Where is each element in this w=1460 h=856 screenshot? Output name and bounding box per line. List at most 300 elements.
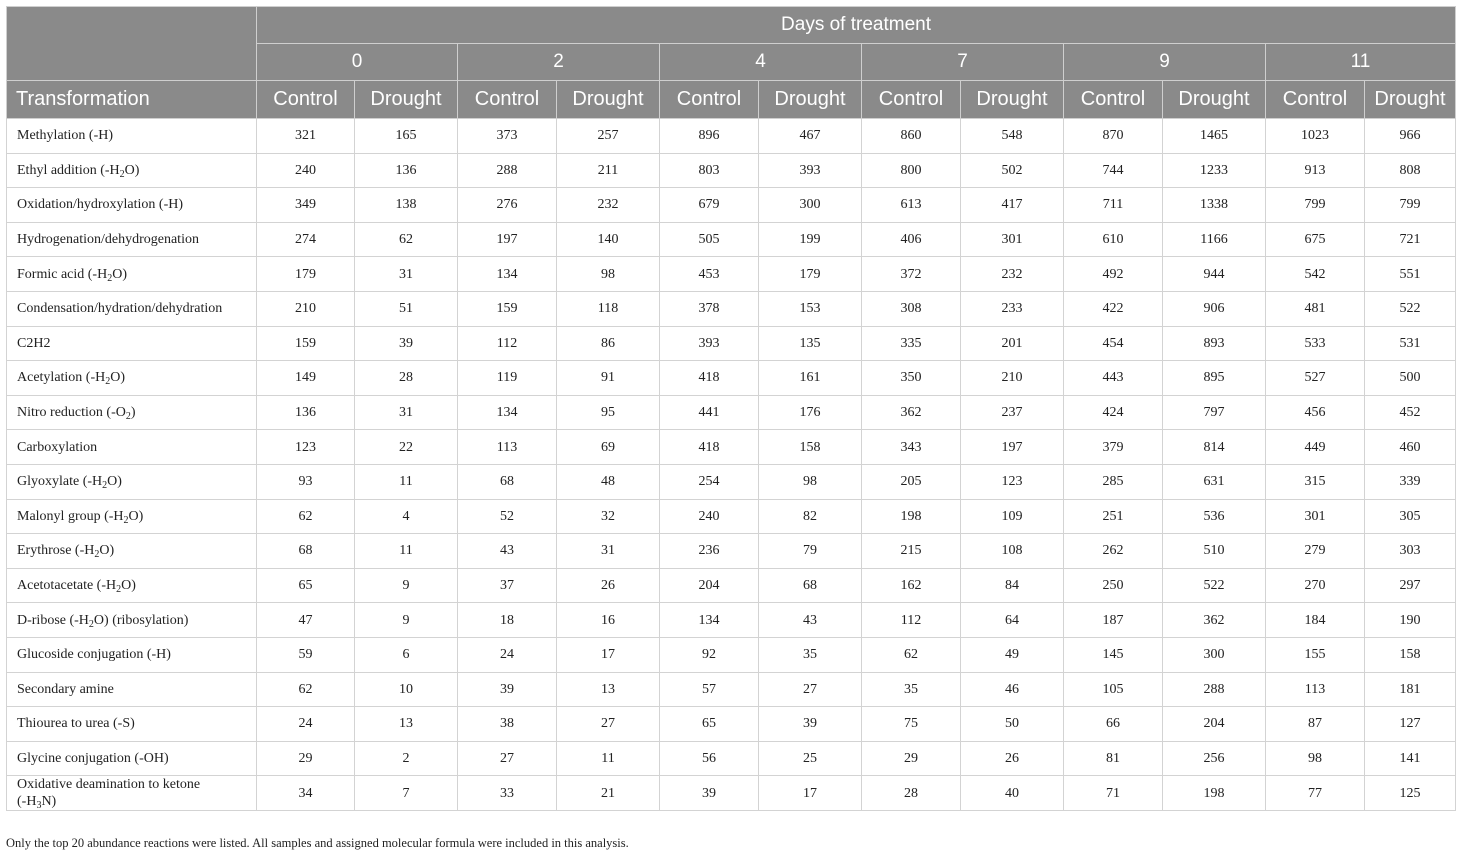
value-cell: 39	[759, 707, 862, 742]
table-row	[7, 153, 1456, 188]
value-cell: 1338	[1163, 188, 1266, 223]
value-cell: 39	[660, 776, 759, 811]
value-cell: 108	[961, 534, 1064, 569]
value-cell: 467	[759, 119, 862, 154]
value-cell: 308	[862, 291, 961, 326]
day-header: 11	[1266, 44, 1456, 81]
value-cell: 13	[355, 707, 458, 742]
value-cell: 18	[458, 603, 557, 638]
value-cell: 140	[557, 222, 660, 257]
value-cell: 187	[1064, 603, 1163, 638]
value-cell: 631	[1163, 464, 1266, 499]
value-cell: 9	[355, 603, 458, 638]
value-cell: 77	[1266, 776, 1365, 811]
value-cell: 522	[1163, 568, 1266, 603]
value-cell: 159	[257, 326, 355, 361]
value-cell: 198	[1163, 776, 1266, 811]
value-cell: 274	[257, 222, 355, 257]
transformation-name: D-ribose $(-H_2O)$ (ribosylation)	[7, 603, 257, 638]
value-cell: 162	[862, 568, 961, 603]
value-cell: 527	[1266, 361, 1365, 396]
transformation-table	[6, 6, 1456, 811]
value-cell: 26	[557, 568, 660, 603]
value-cell: 113	[1266, 672, 1365, 707]
value-cell: 799	[1365, 188, 1456, 223]
control-header: Control	[458, 81, 557, 119]
value-cell: 418	[660, 361, 759, 396]
value-cell: 28	[355, 361, 458, 396]
value-cell: 297	[1365, 568, 1456, 603]
value-cell: 98	[1266, 741, 1365, 776]
value-cell: 65	[257, 568, 355, 603]
table-row	[7, 707, 1456, 742]
value-cell: 48	[557, 464, 660, 499]
value-cell: 422	[1064, 291, 1163, 326]
table-row	[7, 257, 1456, 292]
value-cell: 176	[759, 395, 862, 430]
value-cell: 118	[557, 291, 660, 326]
value-cell: 123	[961, 464, 1064, 499]
value-cell: 966	[1365, 119, 1456, 154]
header-row-conditions	[7, 81, 1456, 119]
transformation-name: Ethyl addition $(-H_2O)$	[7, 153, 257, 188]
value-cell: 610	[1064, 222, 1163, 257]
value-cell: 257	[557, 119, 660, 154]
transformation-name: Acetotacetate $(-H_2O)$	[7, 568, 257, 603]
value-cell: 87	[1266, 707, 1365, 742]
value-cell: 204	[1163, 707, 1266, 742]
transformation-name: Oxidative deamination to ketone $(-H_3N)$	[7, 776, 257, 811]
transformation-name: C2H2	[7, 326, 257, 361]
value-cell: 40	[961, 776, 1064, 811]
value-cell: 127	[1365, 707, 1456, 742]
value-cell: 204	[660, 568, 759, 603]
table-footnote: Only the top 20 abundance reactions were listed. All samples and assigned molecular formula were included in this analysis.	[6, 836, 629, 850]
value-cell: 27	[458, 741, 557, 776]
value-cell: 84	[961, 568, 1064, 603]
table-row	[7, 395, 1456, 430]
value-cell: 145	[1064, 637, 1163, 672]
value-cell: 66	[1064, 707, 1163, 742]
value-cell: 443	[1064, 361, 1163, 396]
value-cell: 240	[257, 153, 355, 188]
value-cell: 800	[862, 153, 961, 188]
transformation-name: Methylation (-H)	[7, 119, 257, 154]
transformation-name: Hydrogenation/dehydrogenation	[7, 222, 257, 257]
value-cell: 184	[1266, 603, 1365, 638]
drought-header: Drought	[961, 81, 1064, 119]
value-cell: 210	[961, 361, 1064, 396]
value-cell: 141	[1365, 741, 1456, 776]
value-cell: 93	[257, 464, 355, 499]
value-cell: 232	[557, 188, 660, 223]
value-cell: 135	[759, 326, 862, 361]
table-row	[7, 603, 1456, 638]
value-cell: 105	[1064, 672, 1163, 707]
value-cell: 254	[660, 464, 759, 499]
value-cell: 1023	[1266, 119, 1365, 154]
table-row	[7, 534, 1456, 569]
value-cell: 32	[557, 499, 660, 534]
value-cell: 510	[1163, 534, 1266, 569]
table-row	[7, 188, 1456, 223]
value-cell: 913	[1266, 153, 1365, 188]
drought-header: Drought	[1365, 81, 1456, 119]
value-cell: 38	[458, 707, 557, 742]
transformation-name: Nitro reduction $(-O_2)$	[7, 395, 257, 430]
value-cell: 870	[1064, 119, 1163, 154]
value-cell: 288	[458, 153, 557, 188]
value-cell: 46	[961, 672, 1064, 707]
value-cell: 27	[759, 672, 862, 707]
value-cell: 134	[660, 603, 759, 638]
value-cell: 34	[257, 776, 355, 811]
table-row	[7, 430, 1456, 465]
value-cell: 16	[557, 603, 660, 638]
value-cell: 149	[257, 361, 355, 396]
value-cell: 542	[1266, 257, 1365, 292]
value-cell: 138	[355, 188, 458, 223]
value-cell: 2	[355, 741, 458, 776]
value-cell: 92	[660, 637, 759, 672]
value-cell: 82	[759, 499, 862, 534]
value-cell: 452	[1365, 395, 1456, 430]
transformation-name: Glycine conjugation (-OH)	[7, 741, 257, 776]
value-cell: 893	[1163, 326, 1266, 361]
day-header: 2	[458, 44, 660, 81]
value-cell: 39	[355, 326, 458, 361]
value-cell: 47	[257, 603, 355, 638]
value-cell: 62	[257, 672, 355, 707]
drought-header: Drought	[355, 81, 458, 119]
value-cell: 803	[660, 153, 759, 188]
transformation-header: Transformation	[7, 81, 257, 119]
table-row	[7, 776, 1456, 811]
drought-header: Drought	[759, 81, 862, 119]
value-cell: 62	[862, 637, 961, 672]
value-cell: 300	[1163, 637, 1266, 672]
value-cell: 675	[1266, 222, 1365, 257]
value-cell: 190	[1365, 603, 1456, 638]
value-cell: 481	[1266, 291, 1365, 326]
transformation-name: Erythrose $(-H_2O)$	[7, 534, 257, 569]
value-cell: 797	[1163, 395, 1266, 430]
value-cell: 179	[257, 257, 355, 292]
value-cell: 711	[1064, 188, 1163, 223]
transformation-name: Acetylation $(-H_2O)$	[7, 361, 257, 396]
value-cell: 98	[557, 257, 660, 292]
transformation-name: Glucoside conjugation (-H)	[7, 637, 257, 672]
header-row-group	[7, 7, 1456, 44]
value-cell: 59	[257, 637, 355, 672]
value-cell: 37	[458, 568, 557, 603]
value-cell: 896	[660, 119, 759, 154]
value-cell: 17	[557, 637, 660, 672]
value-cell: 98	[759, 464, 862, 499]
value-cell: 215	[862, 534, 961, 569]
value-cell: 29	[257, 741, 355, 776]
day-header: 0	[257, 44, 458, 81]
value-cell: 112	[458, 326, 557, 361]
value-cell: 251	[1064, 499, 1163, 534]
value-cell: 65	[660, 707, 759, 742]
table-row	[7, 464, 1456, 499]
transformation-name: Formic acid $(-H_2O)$	[7, 257, 257, 292]
value-cell: 71	[1064, 776, 1163, 811]
transformation-name: Thiourea to urea (-S)	[7, 707, 257, 742]
value-cell: 335	[862, 326, 961, 361]
value-cell: 300	[759, 188, 862, 223]
value-cell: 25	[759, 741, 862, 776]
value-cell: 799	[1266, 188, 1365, 223]
control-header: Control	[1064, 81, 1163, 119]
table-row	[7, 499, 1456, 534]
value-cell: 113	[458, 430, 557, 465]
value-cell: 531	[1365, 326, 1456, 361]
value-cell: 158	[1365, 637, 1456, 672]
value-cell: 372	[862, 257, 961, 292]
value-cell: 233	[961, 291, 1064, 326]
value-cell: 11	[557, 741, 660, 776]
value-cell: 250	[1064, 568, 1163, 603]
table-row	[7, 637, 1456, 672]
value-cell: 237	[961, 395, 1064, 430]
value-cell: 349	[257, 188, 355, 223]
transformation-name: Oxidation/hydroxylation (-H)	[7, 188, 257, 223]
value-cell: 393	[660, 326, 759, 361]
value-cell: 9	[355, 568, 458, 603]
value-cell: 492	[1064, 257, 1163, 292]
value-cell: 373	[458, 119, 557, 154]
value-cell: 379	[1064, 430, 1163, 465]
value-cell: 1233	[1163, 153, 1266, 188]
table-row	[7, 326, 1456, 361]
value-cell: 4	[355, 499, 458, 534]
control-header: Control	[257, 81, 355, 119]
value-cell: 232	[961, 257, 1064, 292]
value-cell: 441	[660, 395, 759, 430]
value-cell: 613	[862, 188, 961, 223]
day-header: 4	[660, 44, 862, 81]
value-cell: 109	[961, 499, 1064, 534]
value-cell: 21	[557, 776, 660, 811]
day-header: 9	[1064, 44, 1266, 81]
value-cell: 533	[1266, 326, 1365, 361]
value-cell: 95	[557, 395, 660, 430]
value-cell: 64	[961, 603, 1064, 638]
value-cell: 155	[1266, 637, 1365, 672]
value-cell: 11	[355, 464, 458, 499]
value-cell: 31	[355, 395, 458, 430]
value-cell: 112	[862, 603, 961, 638]
value-cell: 31	[557, 534, 660, 569]
value-cell: 378	[660, 291, 759, 326]
value-cell: 136	[355, 153, 458, 188]
table-row	[7, 568, 1456, 603]
value-cell: 288	[1163, 672, 1266, 707]
value-cell: 418	[660, 430, 759, 465]
value-cell: 161	[759, 361, 862, 396]
value-cell: 449	[1266, 430, 1365, 465]
transformation-name: Malonyl group $(-H_2O)$	[7, 499, 257, 534]
drought-header: Drought	[1163, 81, 1266, 119]
value-cell: 136	[257, 395, 355, 430]
value-cell: 536	[1163, 499, 1266, 534]
value-cell: 91	[557, 361, 660, 396]
value-cell: 362	[862, 395, 961, 430]
value-cell: 906	[1163, 291, 1266, 326]
value-cell: 86	[557, 326, 660, 361]
value-cell: 744	[1064, 153, 1163, 188]
value-cell: 28	[862, 776, 961, 811]
value-cell: 179	[759, 257, 862, 292]
value-cell: 24	[257, 707, 355, 742]
value-cell: 27	[557, 707, 660, 742]
value-cell: 159	[458, 291, 557, 326]
value-cell: 270	[1266, 568, 1365, 603]
value-cell: 39	[458, 672, 557, 707]
value-cell: 305	[1365, 499, 1456, 534]
value-cell: 56	[660, 741, 759, 776]
value-cell: 134	[458, 257, 557, 292]
value-cell: 198	[862, 499, 961, 534]
value-cell: 75	[862, 707, 961, 742]
table-row	[7, 222, 1456, 257]
value-cell: 262	[1064, 534, 1163, 569]
value-cell: 6	[355, 637, 458, 672]
transformation-name: Glyoxylate $(-H_2O)$	[7, 464, 257, 499]
value-cell: 26	[961, 741, 1064, 776]
value-cell: 35	[759, 637, 862, 672]
value-cell: 276	[458, 188, 557, 223]
value-cell: 43	[759, 603, 862, 638]
value-cell: 1166	[1163, 222, 1266, 257]
value-cell: 424	[1064, 395, 1163, 430]
value-cell: 808	[1365, 153, 1456, 188]
value-cell: 236	[660, 534, 759, 569]
value-cell: 69	[557, 430, 660, 465]
value-cell: 315	[1266, 464, 1365, 499]
drought-header: Drought	[557, 81, 660, 119]
value-cell: 51	[355, 291, 458, 326]
value-cell: 500	[1365, 361, 1456, 396]
control-header: Control	[862, 81, 961, 119]
value-cell: 211	[557, 153, 660, 188]
value-cell: 52	[458, 499, 557, 534]
value-cell: 721	[1365, 222, 1456, 257]
value-cell: 7	[355, 776, 458, 811]
value-cell: 339	[1365, 464, 1456, 499]
value-cell: 181	[1365, 672, 1456, 707]
days-of-treatment-header: Days of treatment	[257, 7, 1456, 44]
value-cell: 10	[355, 672, 458, 707]
value-cell: 199	[759, 222, 862, 257]
value-cell: 895	[1163, 361, 1266, 396]
table-row	[7, 119, 1456, 154]
transformation-name: Condensation/hydration/dehydration	[7, 291, 257, 326]
value-cell: 301	[1266, 499, 1365, 534]
value-cell: 210	[257, 291, 355, 326]
table-row	[7, 291, 1456, 326]
value-cell: 679	[660, 188, 759, 223]
table-container	[6, 6, 1455, 811]
control-header: Control	[660, 81, 759, 119]
value-cell: 548	[961, 119, 1064, 154]
value-cell: 285	[1064, 464, 1163, 499]
value-cell: 393	[759, 153, 862, 188]
value-cell: 321	[257, 119, 355, 154]
value-cell: 57	[660, 672, 759, 707]
transformation-name: Carboxylation	[7, 430, 257, 465]
value-cell: 522	[1365, 291, 1456, 326]
value-cell: 33	[458, 776, 557, 811]
value-cell: 29	[862, 741, 961, 776]
value-cell: 62	[355, 222, 458, 257]
value-cell: 13	[557, 672, 660, 707]
value-cell: 43	[458, 534, 557, 569]
value-cell: 165	[355, 119, 458, 154]
value-cell: 17	[759, 776, 862, 811]
value-cell: 460	[1365, 430, 1456, 465]
value-cell: 456	[1266, 395, 1365, 430]
value-cell: 1465	[1163, 119, 1266, 154]
value-cell: 134	[458, 395, 557, 430]
value-cell: 362	[1163, 603, 1266, 638]
value-cell: 22	[355, 430, 458, 465]
value-cell: 68	[759, 568, 862, 603]
value-cell: 944	[1163, 257, 1266, 292]
value-cell: 158	[759, 430, 862, 465]
value-cell: 24	[458, 637, 557, 672]
value-cell: 68	[257, 534, 355, 569]
value-cell: 11	[355, 534, 458, 569]
value-cell: 502	[961, 153, 1064, 188]
value-cell: 256	[1163, 741, 1266, 776]
value-cell: 303	[1365, 534, 1456, 569]
control-header: Control	[1266, 81, 1365, 119]
value-cell: 197	[961, 430, 1064, 465]
value-cell: 343	[862, 430, 961, 465]
table-row	[7, 361, 1456, 396]
value-cell: 814	[1163, 430, 1266, 465]
value-cell: 301	[961, 222, 1064, 257]
value-cell: 153	[759, 291, 862, 326]
value-cell: 453	[660, 257, 759, 292]
header-blank-cell	[7, 7, 257, 81]
value-cell: 123	[257, 430, 355, 465]
value-cell: 81	[1064, 741, 1163, 776]
value-cell: 205	[862, 464, 961, 499]
value-cell: 505	[660, 222, 759, 257]
value-cell: 31	[355, 257, 458, 292]
value-cell: 119	[458, 361, 557, 396]
table-body	[7, 119, 1456, 811]
value-cell: 35	[862, 672, 961, 707]
table-row	[7, 741, 1456, 776]
value-cell: 860	[862, 119, 961, 154]
value-cell: 417	[961, 188, 1064, 223]
value-cell: 279	[1266, 534, 1365, 569]
value-cell: 454	[1064, 326, 1163, 361]
value-cell: 240	[660, 499, 759, 534]
value-cell: 551	[1365, 257, 1456, 292]
value-cell: 62	[257, 499, 355, 534]
value-cell: 197	[458, 222, 557, 257]
table-row	[7, 672, 1456, 707]
transformation-name: Secondary amine	[7, 672, 257, 707]
value-cell: 125	[1365, 776, 1456, 811]
value-cell: 79	[759, 534, 862, 569]
